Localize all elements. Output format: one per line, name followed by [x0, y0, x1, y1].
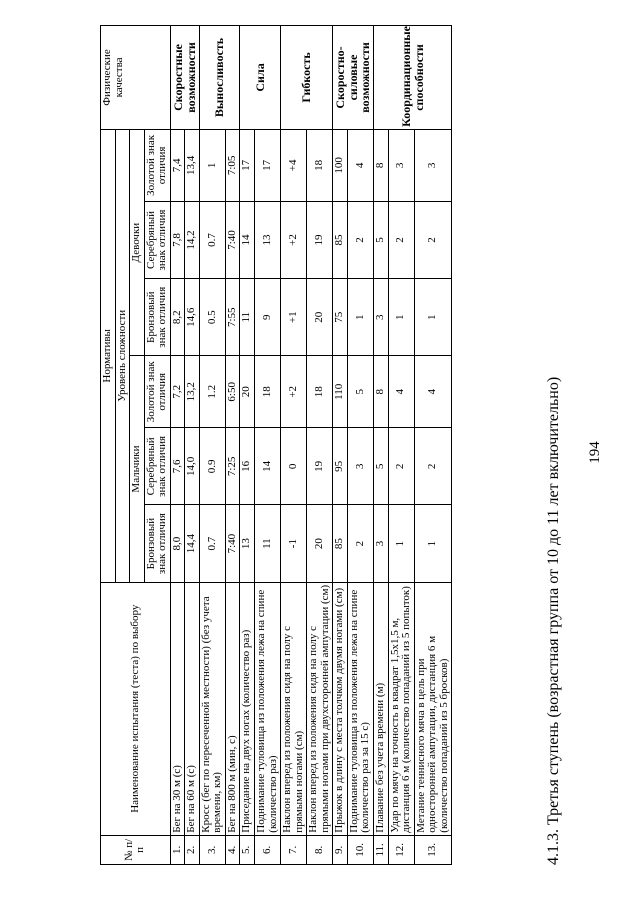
cell: 1.2 — [199, 356, 225, 428]
row-name: Бег на 800 м (мин, с) — [225, 582, 240, 835]
cell: 7,8 — [170, 201, 185, 278]
header-boys-bronze: Бронзовый знак отличия — [144, 505, 170, 582]
cell: 3 — [374, 505, 389, 582]
cell: 7,6 — [170, 428, 185, 505]
table-row — [170, 26, 185, 865]
cell: 4 — [388, 356, 414, 428]
table-row — [307, 26, 333, 865]
cell: 17 — [255, 129, 281, 201]
row-name: Плавание без учета времени (м) — [374, 582, 389, 835]
cell: 2 — [388, 428, 414, 505]
cell: 2 — [388, 201, 414, 278]
cell: 1 — [388, 279, 414, 356]
header-num: № п/п — [101, 835, 171, 864]
cell: 8 — [374, 356, 389, 428]
row-num: 3. — [199, 835, 225, 864]
cell: 11 — [240, 279, 255, 356]
cell: 95 — [333, 428, 348, 505]
cell: 2 — [414, 428, 452, 505]
cell: 7,4 — [170, 129, 185, 201]
table-row — [333, 26, 348, 865]
cell: 18 — [307, 129, 333, 201]
cell: 14,6 — [185, 279, 200, 356]
cell: 3 — [414, 129, 452, 201]
row-num: 4. — [225, 835, 240, 864]
table-row — [199, 26, 225, 865]
row-num: 12. — [388, 835, 414, 864]
table-row — [388, 26, 414, 865]
cell: 5 — [374, 428, 389, 505]
quality-speed: Скоростные возможности — [170, 26, 199, 130]
header-name: Наименование испытания (теста) по выбору — [101, 582, 171, 835]
cell: 4 — [347, 129, 373, 201]
cell: -1 — [281, 505, 307, 582]
row-name: Прыжок в длину с места толчком двумя ногами (см) — [333, 582, 348, 835]
row-name: Кросс (бег по пересеченной местности) (без учета времени, км) — [199, 582, 225, 835]
header-girls-bronze: Бронзовый знак отличия — [144, 279, 170, 356]
header-row-1 — [101, 26, 116, 865]
row-name: Наклон вперед из положения сидя на полу с прямыми ногами при двухсторонней ампутации (см) — [307, 582, 333, 835]
row-name: Приседание на двух ногах (количество раз) — [240, 582, 255, 835]
header-norms: Нормативы — [101, 129, 116, 582]
row-num: 9. — [333, 835, 348, 864]
row-name: Бег на 60 м (с) — [185, 582, 200, 835]
header-boys-silver: Серебряный знак отличия — [144, 428, 170, 505]
cell: 18 — [307, 356, 333, 428]
cell: +2 — [281, 201, 307, 278]
row-name: Бег на 30 м (с) — [170, 582, 185, 835]
table-row — [225, 26, 240, 865]
table-row — [414, 26, 452, 865]
cell: 13 — [255, 201, 281, 278]
cell: 2 — [347, 505, 373, 582]
cell: 20 — [307, 505, 333, 582]
cell: 7:25 — [225, 428, 240, 505]
header-qualities: Физические качества — [101, 26, 171, 130]
row-name: Метание теннисного мяча в цель при односторонней ампутации, дистанция 6 м (количество попаданий из 5 бросков) — [414, 582, 452, 835]
quality-flexibility: Гибкость — [281, 26, 333, 130]
header-girls: Девочки — [130, 129, 145, 355]
cell: 13 — [240, 505, 255, 582]
cell: 14 — [255, 428, 281, 505]
cell: 5 — [374, 201, 389, 278]
row-name: Поднимание туловища из положения лежа на спине (количество раз за 15 с) — [347, 582, 373, 835]
cell: 100 — [333, 129, 348, 201]
cell: 7:55 — [225, 279, 240, 356]
cell: 19 — [307, 428, 333, 505]
cell: 3 — [374, 279, 389, 356]
table-row — [374, 26, 389, 865]
cell: 4 — [414, 356, 452, 428]
cell: 0.9 — [199, 428, 225, 505]
norms-table — [100, 25, 452, 865]
row-num: 10. — [347, 835, 373, 864]
row-num: 8. — [307, 835, 333, 864]
cell: 6:50 — [225, 356, 240, 428]
cell: 0.5 — [199, 279, 225, 356]
cell: 1 — [414, 279, 452, 356]
cell: 7:40 — [225, 201, 240, 278]
header-boys-gold: Золотой знак отличия — [144, 356, 170, 428]
cell: 8,2 — [170, 279, 185, 356]
cell: 0 — [281, 428, 307, 505]
cell: 20 — [240, 356, 255, 428]
cell: +4 — [281, 129, 307, 201]
row-name: Удар по мячу на точность в квадрат 1,5х1,5 м, дистанция 6 м (количество попаданий из 5 попыток) — [388, 582, 414, 835]
row-num: 13. — [414, 835, 452, 864]
section-title: 4.1.3. Третья ступень (возрастная группа от 10 до 11 лет включительно) — [545, 376, 562, 865]
header-level: Уровень сложности — [115, 129, 130, 582]
cell: 85 — [333, 505, 348, 582]
cell: +2 — [281, 356, 307, 428]
cell: 1 — [414, 505, 452, 582]
table-row — [240, 26, 255, 865]
cell: 16 — [240, 428, 255, 505]
quality-coordination: Координационные способности — [374, 26, 452, 130]
cell: 3 — [388, 129, 414, 201]
cell: 14,4 — [185, 505, 200, 582]
cell: 1 — [199, 129, 225, 201]
table-row — [281, 26, 307, 865]
cell: 3 — [347, 428, 373, 505]
cell: +1 — [281, 279, 307, 356]
cell: 13,4 — [185, 129, 200, 201]
cell: 9 — [255, 279, 281, 356]
row-num: 11. — [374, 835, 389, 864]
cell: 8 — [374, 129, 389, 201]
cell: 17 — [240, 129, 255, 201]
cell: 5 — [347, 356, 373, 428]
cell: 20 — [307, 279, 333, 356]
cell: 75 — [333, 279, 348, 356]
cell: 1 — [347, 279, 373, 356]
cell: 1 — [388, 505, 414, 582]
header-boys: Мальчики — [130, 356, 145, 582]
cell: 11 — [255, 505, 281, 582]
cell: 110 — [333, 356, 348, 428]
quality-speed-strength: Скоростно-силовые возможности — [333, 26, 374, 130]
row-num: 5. — [240, 835, 255, 864]
cell: 7,2 — [170, 356, 185, 428]
cell: 13,2 — [185, 356, 200, 428]
cell: 14,0 — [185, 428, 200, 505]
quality-endurance: Выносливость — [199, 26, 240, 130]
header-girls-gold: Золотой знак отличия — [144, 129, 170, 201]
cell: 0.7 — [199, 201, 225, 278]
cell: 14,2 — [185, 201, 200, 278]
cell: 8,0 — [170, 505, 185, 582]
cell: 7:05 — [225, 129, 240, 201]
row-num: 1. — [170, 835, 185, 864]
table-row — [185, 26, 200, 865]
row-num: 7. — [281, 835, 307, 864]
quality-strength: Сила — [240, 26, 281, 130]
row-num: 6. — [255, 835, 281, 864]
cell: 0.7 — [199, 505, 225, 582]
header-girls-silver: Серебряный знак отличия — [144, 201, 170, 278]
table-row — [255, 26, 281, 865]
row-name: Наклон вперед из положения сидя на полу с прямыми ногами (см) — [281, 582, 307, 835]
cell: 19 — [307, 201, 333, 278]
row-name: Поднимание туловища из положения лежа на спине (количество раз) — [255, 582, 281, 835]
page-number: 194 — [587, 441, 603, 464]
cell: 14 — [240, 201, 255, 278]
cell: 2 — [414, 201, 452, 278]
cell: 85 — [333, 201, 348, 278]
cell: 2 — [347, 201, 373, 278]
row-num: 2. — [185, 835, 200, 864]
table-row — [347, 26, 373, 865]
cell: 7:40 — [225, 505, 240, 582]
cell: 18 — [255, 356, 281, 428]
